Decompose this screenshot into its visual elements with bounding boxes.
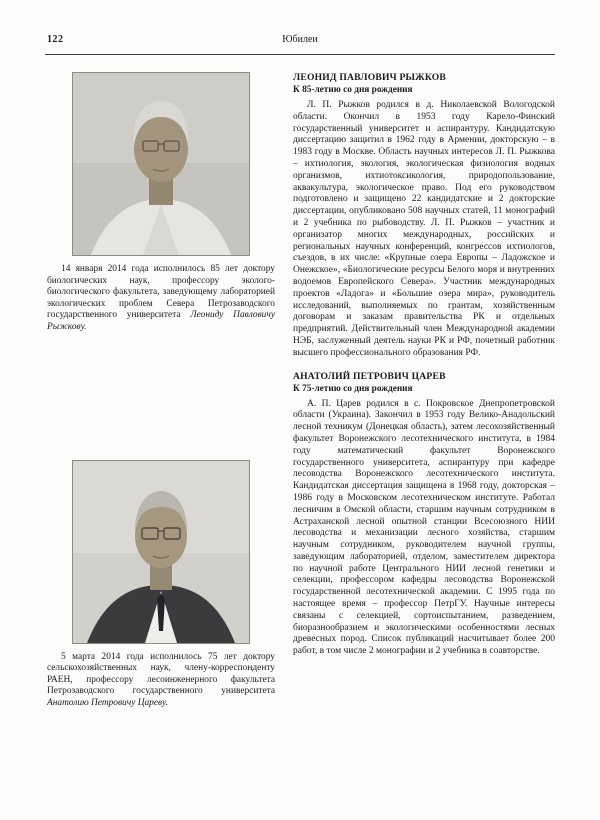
right-column	[293, 72, 555, 710]
article-subtitle: К 75-летию со дня рождения	[293, 383, 413, 394]
article-title: АНАТОЛИЙ ПЕТРОВИЧ ЦАРЕВ	[293, 370, 446, 382]
page-number: 122	[47, 34, 64, 45]
header-rule	[45, 54, 555, 55]
portrait-photo-tsarev	[72, 460, 250, 644]
portrait-ryzhkov-graphic	[73, 73, 249, 255]
caption-name-italic: Леониду Павловичу Рыжкову.	[47, 310, 275, 332]
article-body: Л. П. Рыжков родился в д. Николаевской Вологодской области. Окончил в 1953 году Карело-Финский государственный университет и аспирантуру. Кандидатскую диссертацию защитил в 1962 году в Армении, докторскую – в 1983 году в Москве. Область научных интересов Л. П. Рыжкова – ихтиология, экология, экологическая физиология водных организмов, ихтиотоксикология, природопользование, аквакультура, экологическое право. Под его руководством подготовлено и защищено 22 кандидатские и 2 докторские диссертации, опубликовано 508 научных статей, 11 монографий и 2 учебника по рыбоводству. Л. П. Рыжков – участник и организатор многих международных, российских и региональных научных конференций, конгрессов ихтиологов, съездов, в их числе: «Крупные озера Европы – Ладожское и Онежское», «Биологические ресурсы Белого моря и внутренних водоемов Европейского Севера». Участник международных проектов «Ладога» и «Большие озера мира», руководитель исследований, выполняемых по грантам, хозяйственным договорам и заказам правительства РК и отдельных предприятий. Действительный член Международной академии НЭБ, заслуженный деятель науки РК и РФ, почетный работник высшего профессионального образования РФ.	[293, 100, 555, 358]
photo-caption-tsarev	[47, 652, 275, 710]
portrait-photo-ryzhkov	[72, 72, 250, 256]
caption-text: 14 января 2014 года исполнилось 85 лет доктору биологических наук, профессору эколого-биологического факультета, заведующему лабораторией экологических проблем Севера Петрозаводского государственного университета	[47, 264, 275, 321]
photo-caption-ryzhkov	[47, 264, 275, 334]
caption-text: 5 марта 2014 года исполнилось 75 лет доктору сельскохозяйственных наук, члену-корреспонденту РАЕН, профессору лесоинженерного факультета Петрозаводского государственного университета	[47, 651, 275, 697]
article-body: А. П. Царев родился в с. Покровское Днепропетровской области (Украина). Закончил в 1953 году Велико-Анадольский лесной техникум (Донецкая область), затем лесохозяйственный факультет Воронежского лесотехнического института, в 1984 году математический факультет Воронежского государственного университета, аспирантуру при кафедре лесоводства Воронежского лесотехнического института. Кандидатская диссертация защищена в 1968 году, докторская – 1986 году в Московском лесотехническом институте. Работал лесничим в Омской области, старшим научным сотрудником в Астраханской лесной опытной станции Всесоюзного НИИ лесоводства и механизации лесного хозяйства, старшим научным сотрудником, руководителем научной группы, заведующим лабораторией, отделом, заместителем директора по научной работе Центрального НИИ лесной генетики и селекции, профессором кафедры лесоводства Воронежской государственной лесотехнической академии. С 1995 года по настоящее время – профессор ПетрГУ. Научные интересы связаны с селекцией, сортоиспытанием, разведением, биоразнообразием и экологическими особенностями лесных древесных пород. Список публикаций насчитывает более 200 работ, в том числе 2 монографии и 2 учебника в соавторстве.	[293, 398, 555, 657]
section-header: Юбилеи	[282, 34, 318, 45]
article-tsarev	[293, 371, 555, 659]
article-subtitle: К 85-летию со дня рождения	[293, 85, 413, 95]
caption-name-italic: Анатолию Петровичу Цареву.	[47, 697, 168, 708]
two-column-layout	[45, 72, 555, 710]
left-column	[45, 72, 277, 710]
article-ryzhkov	[293, 72, 555, 360]
running-header	[45, 34, 555, 49]
portrait-tsarev-graphic	[73, 461, 249, 643]
article-title: ЛЕОНИД ПАВЛОВИЧ РЫЖКОВ	[293, 72, 447, 83]
